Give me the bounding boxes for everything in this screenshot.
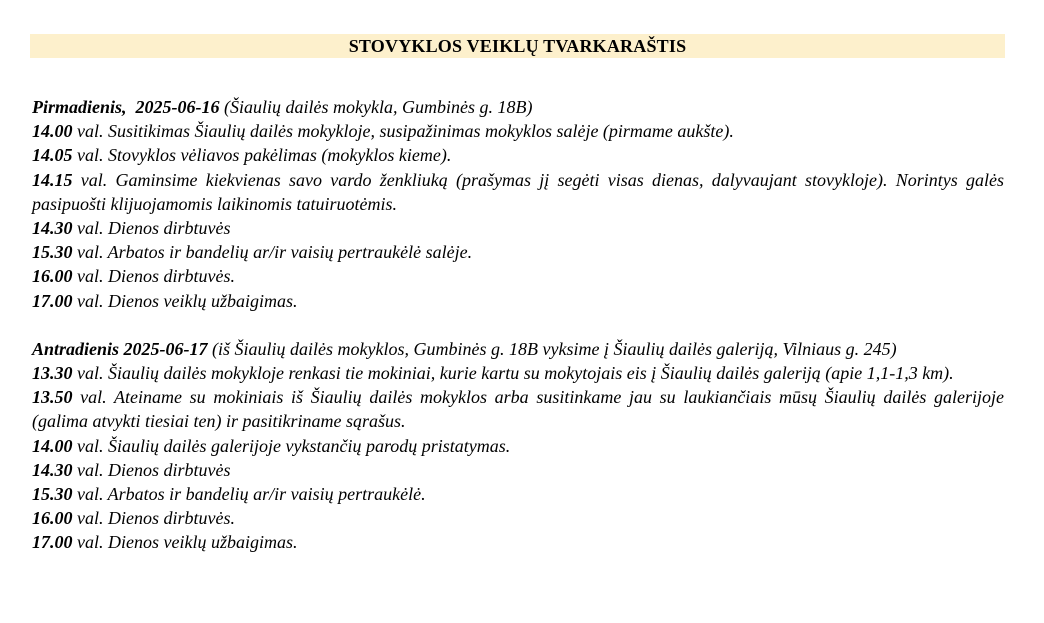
item-text: val. Šiaulių dailės galerijoje vykstančių parodų pristatymas.	[77, 435, 511, 456]
schedule-item	[32, 168, 1004, 216]
day-date: 2025-06-16	[135, 97, 220, 117]
day-location: (Šiaulių dailės mokykla, Gumbinės g. 18B)	[224, 97, 533, 117]
day-location: (iš Šiaulių dailės mokyklos, Gumbinės g. 18B vyksime į Šiaulių dailės galeriją, Vilniaus g. 245)	[212, 338, 897, 359]
schedule-item	[32, 361, 1004, 385]
day-heading-tuesday	[32, 337, 1004, 361]
item-text: val. Dienos dirbtuvės.	[77, 266, 235, 287]
item-time: 13.30	[32, 363, 73, 384]
item-time: 14.30	[32, 459, 73, 480]
schedule-item	[32, 240, 1004, 264]
item-text: val. Ateiname su mokiniais iš Šiaulių dailės mokyklos arba susitinkame jau su laukiančiais mūsų Šiaulių dailės galerijoje (galima atvykti tiesiai ten) ir pasitikriname sąrašus.	[32, 387, 1004, 432]
schedule-item	[32, 482, 1004, 506]
schedule-item	[32, 530, 1004, 554]
item-text: val. Šiaulių dailės mokykloje renkasi tie mokiniai, kurie kartu su mokytojais eis į Šiaulių dailės galeriją (apie 1,1-1,3 km).	[77, 363, 954, 384]
schedule-item	[32, 434, 1004, 458]
item-time: 15.30	[32, 484, 73, 505]
item-text: val. Dienos veiklų užbaigimas.	[77, 290, 298, 311]
item-text: val. Susitikimas Šiaulių dailės mokykloje, susipažinimas mokyklos salėje (pirmame aukšte).	[77, 121, 734, 142]
schedule-content	[32, 95, 1004, 555]
schedule-item	[32, 119, 1004, 143]
item-text: val. Dienos dirbtuvės	[77, 218, 231, 239]
day-name: Pirmadienis,	[32, 97, 127, 117]
schedule-item	[32, 264, 1004, 288]
item-time: 16.00	[32, 508, 73, 529]
item-time: 16.00	[32, 266, 73, 287]
item-time: 14.00	[32, 121, 73, 142]
schedule-item	[32, 216, 1004, 240]
schedule-item	[32, 289, 1004, 313]
item-text: val. Dienos dirbtuvės	[77, 459, 231, 480]
day-heading-monday	[32, 95, 1004, 119]
schedule-item	[32, 143, 1004, 167]
schedule-item	[32, 506, 1004, 530]
item-time: 17.00	[32, 532, 73, 553]
item-time: 14.05	[32, 145, 73, 166]
schedule-item	[32, 458, 1004, 482]
item-text: val. Arbatos ir bandelių ar/ir vaisių pertraukėlė.	[77, 484, 426, 505]
item-text: val. Stovyklos vėliavos pakėlimas (mokyklos kieme).	[77, 145, 452, 166]
item-time: 14.30	[32, 218, 73, 239]
day-name-date: Antradienis 2025-06-17	[32, 338, 208, 359]
section-spacer	[32, 313, 1004, 337]
item-time: 15.30	[32, 242, 73, 263]
item-time: 14.00	[32, 435, 73, 456]
document-title: STOVYKLOS VEIKLŲ TVARKARAŠTIS	[30, 34, 1005, 58]
item-time: 14.15	[32, 169, 73, 190]
item-text: val. Gaminsime kiekvienas savo vardo ženkliuką (prašymas jį segėti visas dienas, dalyvaujant stovykloje). Norintys galės pasipuošti klijuojamomis laikinomis tatuiruotėmis.	[32, 169, 1005, 214]
item-text: val. Dienos veiklų užbaigimas.	[77, 532, 298, 553]
item-time: 17.00	[32, 290, 73, 311]
item-time: 13.50	[32, 387, 73, 408]
item-text: val. Arbatos ir bandelių ar/ir vaisių pertraukėlė salėje.	[77, 242, 473, 263]
schedule-item	[32, 385, 1004, 433]
item-text: val. Dienos dirbtuvės.	[77, 508, 235, 529]
